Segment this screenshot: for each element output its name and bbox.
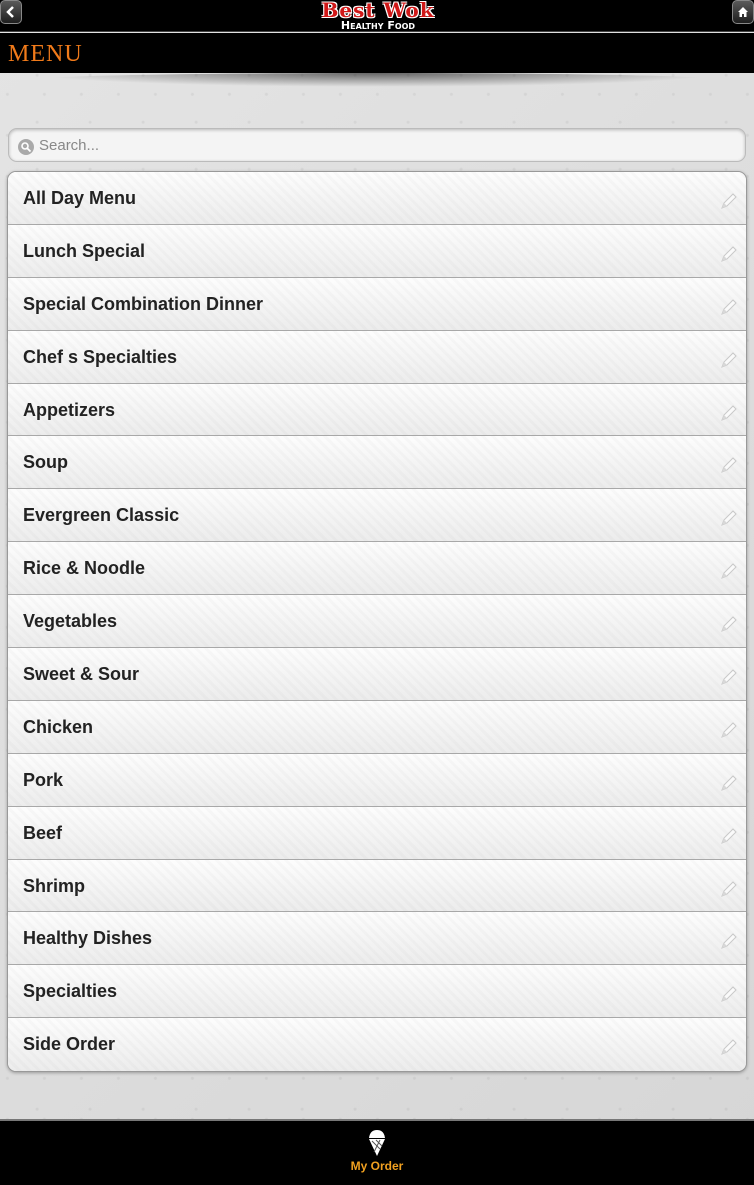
menu-category-label: Chef s Specialties <box>23 346 178 367</box>
menu-category-item[interactable] <box>8 331 746 384</box>
menu-category-label: Vegetables <box>23 611 118 632</box>
pencil-icon <box>718 613 740 635</box>
menu-category-label: Chicken <box>23 716 94 737</box>
menu-category-item[interactable] <box>8 225 746 278</box>
search-icon <box>18 139 34 155</box>
menu-category-label: Shrimp <box>23 875 86 896</box>
menu-category-item[interactable] <box>8 860 746 913</box>
menu-category-item[interactable] <box>8 384 746 437</box>
bottom-bar <box>0 1119 754 1185</box>
brand-logo <box>308 0 448 32</box>
menu-category-item[interactable] <box>8 595 746 648</box>
logo-sub-text: Healthy Food <box>340 19 416 32</box>
pencil-icon <box>718 349 740 371</box>
menu-category-label: Healthy Dishes <box>23 928 153 949</box>
menu-category-label: Beef <box>23 822 63 843</box>
pencil-icon <box>718 930 740 952</box>
page-title: MENU <box>8 41 83 67</box>
logo-main-text: Best Wok <box>321 0 435 22</box>
pencil-icon <box>718 719 740 741</box>
menu-category-item[interactable] <box>8 436 746 489</box>
menu-category-item[interactable] <box>8 172 746 225</box>
pencil-icon <box>718 454 740 476</box>
pencil-icon <box>718 878 740 900</box>
menu-category-label: Pork <box>23 769 64 790</box>
menu-category-item[interactable] <box>8 648 746 701</box>
back-button[interactable] <box>0 0 22 24</box>
home-icon <box>737 6 749 18</box>
pencil-icon <box>718 666 740 688</box>
pencil-icon <box>718 507 740 529</box>
menu-category-item[interactable] <box>8 542 746 595</box>
back-arrow-icon <box>6 6 16 18</box>
pencil-icon <box>718 983 740 1005</box>
search-box <box>8 128 746 162</box>
my-order-button[interactable] <box>337 1125 417 1181</box>
menu-category-item[interactable] <box>8 754 746 807</box>
menu-bar <box>0 33 754 73</box>
search-input[interactable] <box>39 133 739 157</box>
menu-category-label: All Day Menu <box>23 188 137 208</box>
menu-category-item[interactable] <box>8 278 746 331</box>
menu-category-list <box>7 171 747 1072</box>
pencil-icon <box>718 560 740 582</box>
header-shadow <box>30 73 724 87</box>
menu-category-item[interactable] <box>8 912 746 965</box>
menu-category-label: Side Order <box>23 1034 116 1055</box>
pencil-icon <box>718 825 740 847</box>
menu-category-label: Soup <box>23 452 68 473</box>
menu-category-label: Rice & Noodle <box>23 558 146 579</box>
menu-category-item[interactable] <box>8 807 746 860</box>
menu-category-label: Sweet & Sour <box>23 664 140 685</box>
menu-category-label: Specialties <box>23 981 118 1002</box>
menu-category-item[interactable] <box>8 701 746 754</box>
ice-cream-cone-icon <box>366 1127 388 1157</box>
menu-category-label: Special Combination Dinner <box>23 293 264 314</box>
pencil-icon <box>718 402 740 424</box>
pencil-icon <box>718 1036 740 1058</box>
pencil-icon <box>718 190 740 212</box>
menu-category-item[interactable] <box>8 965 746 1018</box>
menu-category-label: Appetizers <box>23 399 116 420</box>
menu-category-label: Lunch Special <box>23 240 146 261</box>
menu-category-item[interactable] <box>8 1018 746 1071</box>
top-bar <box>0 0 754 32</box>
home-button[interactable] <box>732 0 754 24</box>
pencil-icon <box>718 296 740 318</box>
pencil-icon <box>718 243 740 265</box>
menu-category-label: Evergreen Classic <box>23 505 180 526</box>
menu-category-item[interactable] <box>8 489 746 542</box>
my-order-label: My Order <box>350 1159 404 1173</box>
pencil-icon <box>718 772 740 794</box>
